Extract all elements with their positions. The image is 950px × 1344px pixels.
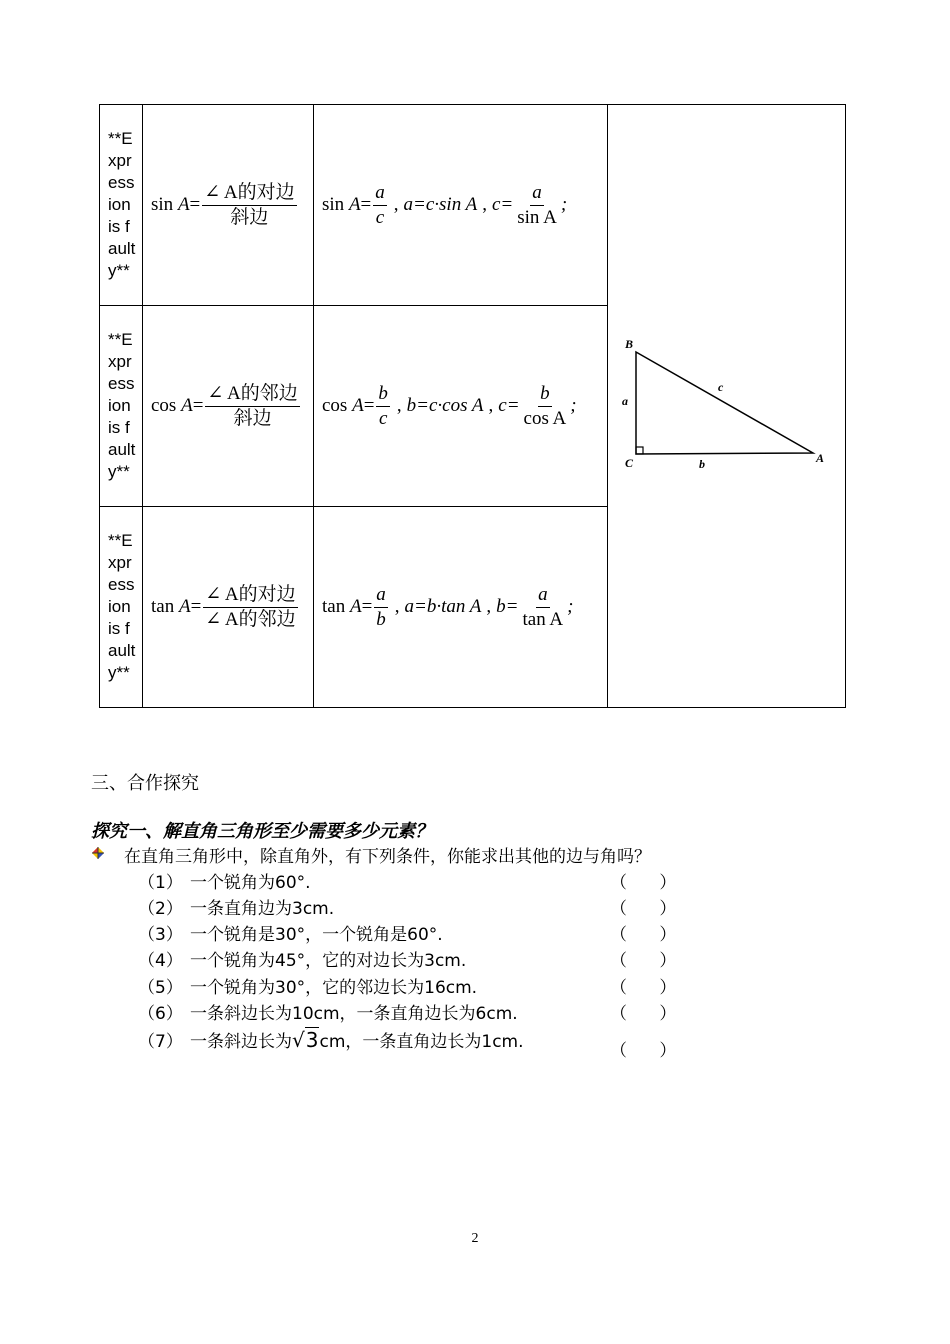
answer-blank[interactable]: （ ） (610, 1004, 677, 1024)
answer-blank[interactable]: （ ） (610, 925, 677, 945)
answer-blank[interactable]: （ ） (610, 978, 677, 998)
tangent-derived-formulas: tan A = $\frac{a}{b}$ , a=b·tan A , b= $\frac{a}{\text{tan A}}$ ; (322, 583, 574, 630)
tangent-definition: tan A = $\frac{\text{∠ A的对边}}{\text{∠ A的邻边}}$ (151, 583, 296, 630)
triangle-cell (608, 105, 846, 708)
table-row (100, 105, 846, 306)
triangle-shape (636, 352, 813, 454)
right-angle-marker (636, 447, 643, 454)
vertex-c-label: C (625, 456, 634, 470)
condition-item: （7） 一条斜边长为√3cm，一条直角边长为1cm. (138, 1028, 524, 1052)
condition-item: （6） 一条斜边长为10cm，一条直角边长为6cm. (138, 1004, 518, 1024)
condition-item: （1） 一个锐角为60°. (138, 873, 311, 893)
answer-blank[interactable]: （ ） (610, 1041, 677, 1061)
right-triangle-diagram (608, 105, 844, 702)
answer-blank[interactable]: （ ） (610, 899, 677, 919)
error-message: **Expression is faulty** (108, 129, 136, 280)
error-message: **Expression is faulty** (108, 330, 136, 481)
vertex-b-label: B (625, 337, 634, 351)
side-c-label: c (718, 380, 724, 394)
section-title: 三、合作探究 (91, 773, 199, 794)
sine-derived-formulas: sin A = $\frac{a}{c}$ , a=c·sin A , c= $\frac{a}{\text{sin A}}$ ; (322, 181, 568, 228)
condition-item: （2） 一条直角边为3cm. (138, 899, 335, 919)
page-number: 2 (471, 1231, 479, 1246)
vertex-a-label: A (816, 451, 825, 465)
trig-ratio-table (99, 104, 846, 708)
answer-blank[interactable]: （ ） (610, 951, 677, 971)
condition-item: （4） 一个锐角为45°，它的对边长为3cm. (138, 951, 467, 971)
sine-definition: sin A = $\frac{\text{∠ A的对边}}{\text{斜边}}$ (151, 181, 295, 228)
answer-blank[interactable]: （ ） (610, 873, 677, 893)
explore-title: 探究一、解直角三角形至少需要多少元素？ (91, 821, 433, 842)
error-message: **Expression is faulty** (108, 531, 136, 682)
cosine-derived-formulas: cos A = $\frac{b}{c}$ , b=c·cos A , c= $\frac{b}{\text{cos A}}$ ; (322, 382, 577, 429)
side-a-label: a (622, 394, 628, 408)
condition-item: （3） 一个锐角是30°，一个锐角是60°. (138, 925, 443, 945)
diamond-bullet-icon (91, 846, 105, 860)
intro-text: 在直角三角形中，除直角外，有下列条件，你能求出其他的边与角吗？ (124, 847, 651, 867)
side-b-label: b (699, 457, 705, 471)
condition-item: （5） 一个锐角为30°，它的邻边长为16cm. (138, 978, 478, 998)
sqrt-symbol: √3 (292, 1028, 319, 1052)
cosine-definition: cos A = $\frac{\text{∠ A的邻边}}{\text{斜边}}$ (151, 382, 298, 429)
